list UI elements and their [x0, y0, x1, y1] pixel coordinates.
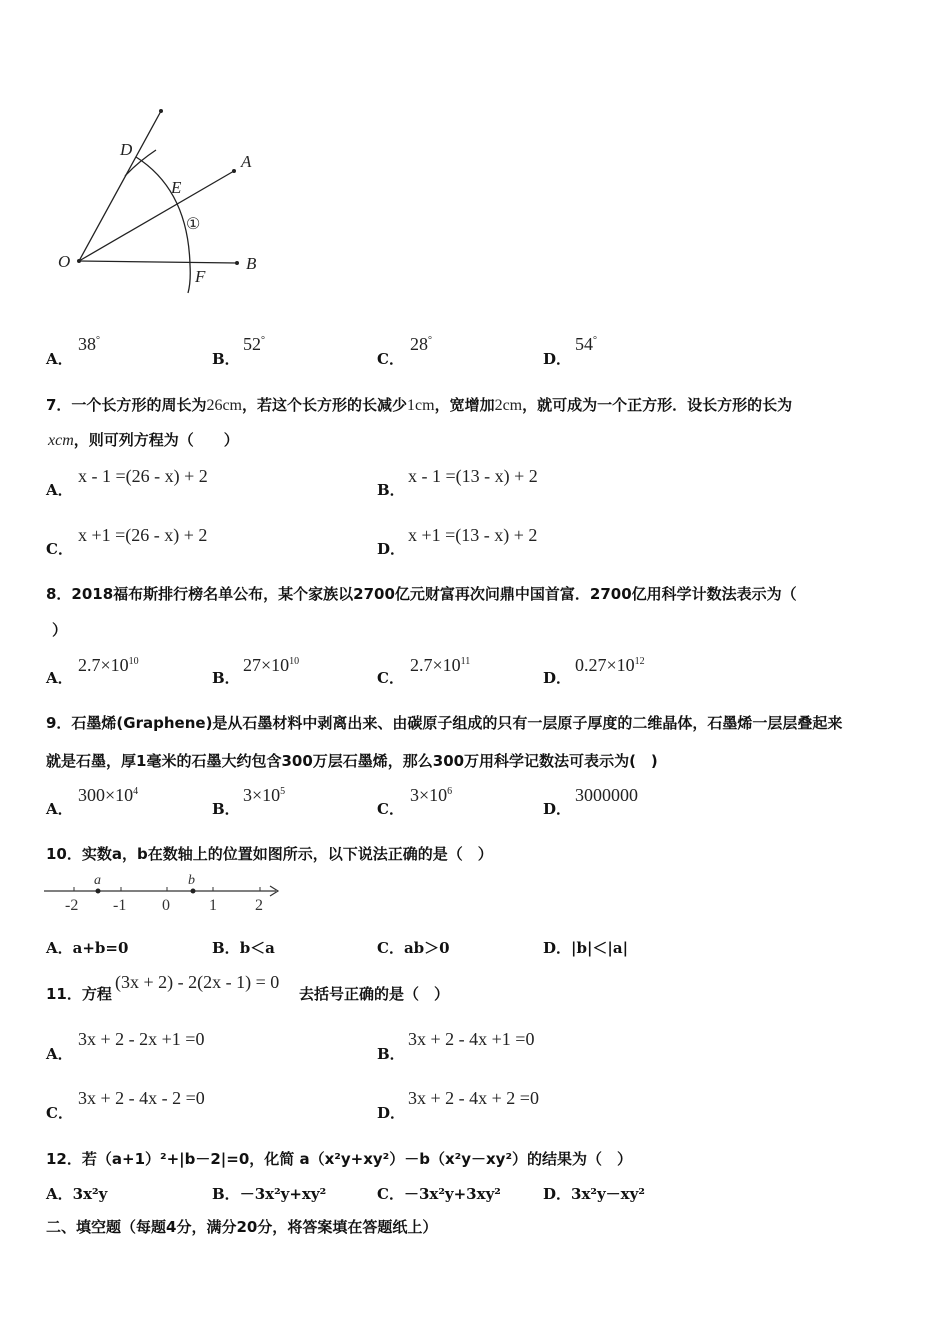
q8-stem-line2: ）: [52, 621, 68, 639]
q9-option-c-value: $3\times 10^6$: [410, 785, 453, 805]
q11-stem-prefix: 11．方程: [46, 985, 112, 1003]
q8-option-d-value: $0.27\times 10^{12}$: [575, 655, 645, 675]
q8-stem-line1: 8．2018福布斯排行榜名单公布，某个家族以2700亿元财富再次问鼎中国首富．2700亿用科学计数法表示为（: [46, 585, 797, 603]
q11-equation: (3x + 2) - 2(2x - 1) = 0: [115, 972, 280, 992]
q6-option-b-value: 52°: [243, 334, 265, 354]
label-b: B: [246, 254, 257, 273]
q9-option-d[interactable]: D．: [543, 800, 572, 818]
q6-option-c[interactable]: C．: [377, 350, 404, 368]
q9-option-a-value: $300\times 10^4$: [78, 785, 139, 805]
tick-label-0: 0: [162, 897, 170, 914]
q7-option-b-formula: x - 1 =(13 - x) + 2: [408, 466, 538, 486]
q12-stem: 12．若（a+1）²+|b－2|=0，化简 a（x²y+xy²）－b（x²y－xy²）的结果为（ ）: [46, 1150, 633, 1168]
q7-option-a-formula: x - 1 =(26 - x) + 2: [78, 466, 208, 486]
q7-option-d[interactable]: D．: [377, 540, 406, 558]
label-a: A: [241, 152, 252, 171]
q9-option-b-value: $3\times 10^5$: [243, 785, 286, 805]
q6-option-d-value: 54°: [575, 334, 597, 354]
angle-construction-figure: [40, 100, 280, 300]
q6-option-b[interactable]: B．: [212, 350, 240, 368]
q8-option-c-value: $2.7\times 10^{11}$: [410, 655, 471, 675]
q8-option-b[interactable]: B．: [212, 669, 240, 687]
q7-stem-line1: 7．一个长方形的周长为26cm，若这个长方形的长减少1cm，宽增加2cm，就可成为一个正方形．设长方形的长为: [46, 396, 793, 414]
tick-label-1: 1: [209, 897, 217, 914]
q12-option-c[interactable]: C．－3x²y+3xy²: [377, 1185, 501, 1203]
q9-option-a[interactable]: A．: [46, 800, 73, 818]
q12-option-b[interactable]: B．－3x²y+xy²: [212, 1185, 327, 1203]
point-b: [191, 889, 196, 894]
point-a: [96, 889, 101, 894]
point-b-label: b: [188, 873, 195, 888]
q7-option-c-formula: x +1 =(26 - x) + 2: [78, 525, 208, 545]
q11-option-d[interactable]: D．: [377, 1104, 406, 1122]
label-o: O: [58, 252, 71, 271]
tick-label-neg2: -2: [65, 897, 79, 914]
q11-option-a[interactable]: A．: [46, 1045, 73, 1063]
arc-def: [136, 157, 190, 293]
q10-option-b[interactable]: B．b＜a: [212, 939, 275, 957]
ray-ob: [79, 261, 237, 263]
q8-option-a-value: $2.7\times 10^{10}$: [78, 655, 139, 675]
q6-option-d[interactable]: D．: [543, 350, 572, 368]
label-mark-1: ①: [186, 216, 201, 233]
q11-option-d-formula: 3x + 2 - 4x + 2 =0: [408, 1088, 539, 1108]
q9-option-b[interactable]: B．: [212, 800, 240, 818]
q10-option-a[interactable]: A．a+b=0: [46, 939, 129, 957]
q6-option-a[interactable]: A．: [46, 350, 73, 368]
q7-option-c[interactable]: C．: [46, 540, 73, 558]
q10-option-d[interactable]: D．|b|＜|a|: [543, 939, 629, 957]
point-a-label: a: [94, 873, 101, 888]
q7-option-b[interactable]: B．: [377, 481, 405, 499]
q7-option-d-formula: x +1 =(13 - x) + 2: [408, 525, 538, 545]
label-f: F: [195, 267, 206, 286]
q11-option-b-formula: 3x + 2 - 4x +1 =0: [408, 1029, 535, 1049]
q10-stem: 10．实数a，b在数轴上的位置如图所示，以下说法正确的是（ ）: [46, 845, 493, 863]
number-line-figure: [40, 870, 285, 915]
tick-label-neg1: -1: [113, 897, 127, 914]
q9-stem-line2: 就是石墨，厚1毫米的石墨大约包含300万层石墨烯，那么300万用科学记数法可表示为( ): [46, 752, 658, 770]
q9-option-c[interactable]: C．: [377, 800, 404, 818]
q9-option-d-value: 3000000: [575, 785, 638, 805]
q8-option-c[interactable]: C．: [377, 669, 404, 687]
q12-option-a[interactable]: A．3x²y: [46, 1185, 108, 1203]
tick-label-2: 2: [255, 897, 263, 914]
ray-oa: [79, 171, 234, 261]
q12-option-d[interactable]: D．3x²y－xy²: [543, 1185, 645, 1203]
q6-option-c-value: 28°: [410, 334, 432, 354]
q8-option-a[interactable]: A．: [46, 669, 73, 687]
q8-option-d[interactable]: D．: [543, 669, 572, 687]
section-2-title: 二、填空题（每题4分，满分20分，将答案填在答题纸上）: [46, 1218, 438, 1236]
q11-option-c-formula: 3x + 2 - 4x - 2 =0: [78, 1088, 205, 1108]
q11-option-b[interactable]: B．: [377, 1045, 405, 1063]
q11-option-a-formula: 3x + 2 - 2x +1 =0: [78, 1029, 205, 1049]
q7-stem-line2: xcm，则可列方程为（ ）: [48, 431, 239, 449]
q9-stem-line1: 9．石墨烯(Graphene)是从石墨材料中剥离出来、由碳原子组成的只有一层原子厚度的二维晶体，石墨烯一层层叠起来: [46, 714, 843, 732]
label-e: E: [171, 178, 182, 197]
ray-od: [79, 111, 161, 261]
q7-option-a[interactable]: A．: [46, 481, 73, 499]
label-d: D: [120, 140, 133, 159]
q8-option-b-value: $27\times 10^{10}$: [243, 655, 300, 675]
q11-stem-suffix: 去括号正确的是（ ）: [299, 985, 450, 1003]
q11-option-c[interactable]: C．: [46, 1104, 73, 1122]
q10-option-c[interactable]: C．ab＞0: [377, 939, 450, 957]
q6-option-a-value: 38°: [78, 334, 100, 354]
